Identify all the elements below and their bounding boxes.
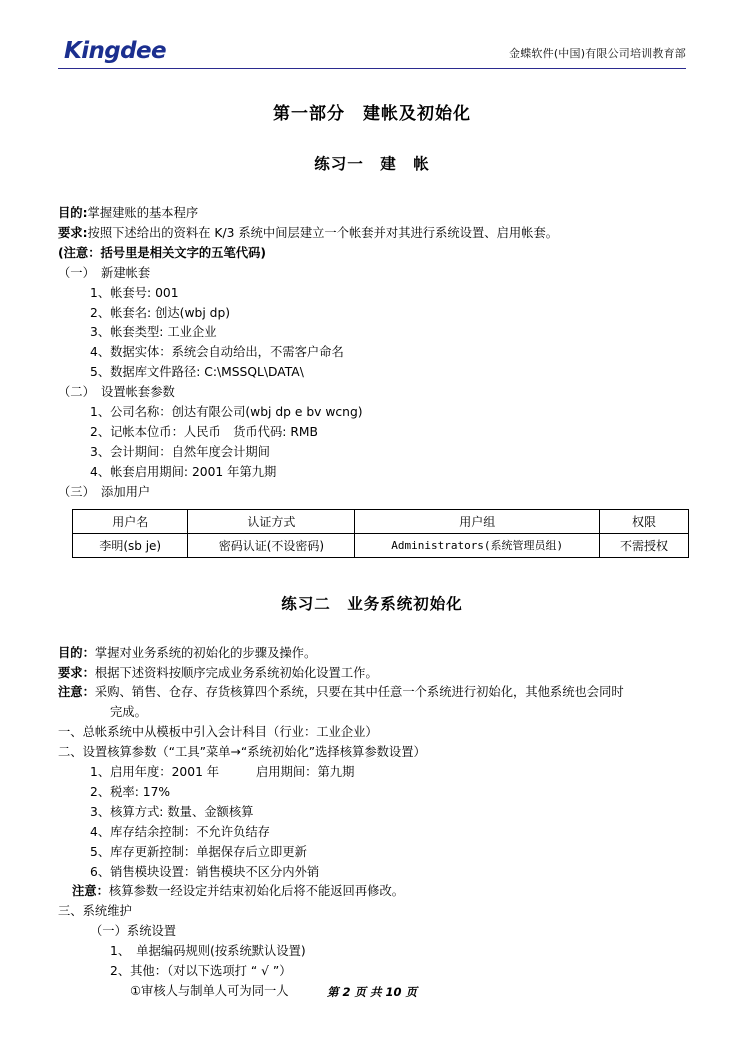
- table-cell-permission: 不需授权: [600, 533, 689, 557]
- group-one-item: 1、帐套号: 001: [90, 285, 179, 300]
- notice-label: 注意：: [58, 685, 95, 700]
- section-two-note-label: 注意：: [72, 884, 109, 899]
- section-two-note-text: 核算参数一经设定并结束初始化后将不能返回再修改。: [108, 884, 405, 899]
- group-one-item: 4、数据实体：系统会自动给出，不需客户命名: [90, 345, 344, 360]
- page-footer: 第 2 页 共 10 页: [326, 985, 418, 999]
- requirement-text-2: 根据下述资料按顺序完成业务系统初始化设置工作。: [94, 665, 378, 680]
- purpose-label-2: 目的：: [58, 645, 95, 660]
- section-two-note-line: [58, 882, 686, 902]
- section-two-sub-item: 3、核算方式: 数量、金额核算: [90, 804, 254, 819]
- document-header: [58, 40, 686, 69]
- notice-text-cont: 完成。: [110, 705, 147, 720]
- purpose-line: [58, 204, 686, 224]
- notice-text: 采购、销售、仓存、存货核算四个系统，只要在其中任意一个系统进行初始化，其他系统也会同时: [94, 685, 624, 700]
- group-one-item: 5、数据库文件路径: C:\MSSQL\DATA\: [90, 365, 304, 380]
- section-two-sub-item: 6、销售模块设置：销售模块不区分内外销: [90, 864, 320, 879]
- section-two-item-1: 一、总帐系统中从模板中引入会计科目（行业：工业企业）: [58, 725, 378, 740]
- purpose-text-2: 掌握对业务系统的初始化的步骤及操作。: [94, 645, 317, 660]
- requirement-line-2: [58, 664, 686, 684]
- section-two-sub-item: 4、库存结余控制：不允许负结存: [90, 824, 270, 839]
- section-two-sub-item: 2、税率: 17%: [90, 784, 171, 799]
- table-cell-username: 李明(sb je): [73, 533, 188, 557]
- group-one-item: 3、帐套类型: 工业企业: [90, 325, 217, 340]
- section-two-item-3-sub: （一）系统设置: [90, 924, 177, 939]
- page-title: 第一部分 建帐及初始化: [273, 104, 471, 124]
- table-header-cell: 认证方式: [188, 509, 355, 533]
- table-header-cell: 用户名: [73, 509, 188, 533]
- requirement-label: 要求:: [58, 225, 88, 240]
- group-two-title: （二） 设置帐套参数: [58, 385, 175, 400]
- table-cell-auth: 密码认证(不设密码): [188, 533, 355, 557]
- table-row: [73, 533, 689, 557]
- header-company-text: 金蝶软件(中国)有限公司培训教育部: [509, 47, 686, 60]
- table-cell-group: Administrators(系统管理员组): [355, 533, 600, 557]
- requirement-line: [58, 224, 686, 244]
- purpose-text: 掌握建账的基本程序: [87, 206, 199, 220]
- group-two-item: 3、会计期间：自然年度会计期间: [90, 444, 270, 459]
- section-two-item-3-detail: 1、 单据编码规则(按系统默认设置): [110, 944, 306, 959]
- purpose-line-2: [58, 644, 686, 664]
- requirement-text: 按照下述给出的资料在 K/3 系统中间层建立一个帐套并对其进行系统设置、启用帐套。: [87, 225, 559, 240]
- table-header-cell: 权限: [600, 509, 689, 533]
- exercise-one-title: 练习一 建 帐: [314, 155, 430, 173]
- group-three-title: （三） 添加用户: [58, 484, 151, 499]
- group-one-title: （一） 新建帐套: [58, 265, 151, 280]
- group-two-item: 2、记帐本位币：人民币 货币代码: RMB: [90, 424, 318, 439]
- exercise-two-title: 练习二 业务系统初始化: [281, 594, 463, 613]
- section-one-body: [58, 204, 686, 503]
- group-one-item: 2、帐套名: 创达(wbj dp): [90, 305, 231, 320]
- section-two-item-3-detail: ①审核人与制单人可为同一人: [130, 984, 289, 998]
- group-two-item: 4、帐套启用期间: 2001 年第九期: [90, 464, 277, 479]
- note-line: (注意：括号里是相关文字的五笔代码): [58, 245, 266, 260]
- notice-line: [58, 683, 686, 703]
- table-header-cell: 用户组: [355, 509, 600, 533]
- group-two-item: 1、公司名称：创达有限公司(wbj dp e bv wcng): [90, 405, 363, 420]
- section-two-body: [58, 644, 686, 1002]
- user-table: [72, 509, 689, 558]
- section-two-item-2: 二、设置核算参数（“工具”菜单→“系统初始化”选择核算参数设置）: [58, 745, 426, 760]
- purpose-label: 目的:: [58, 206, 88, 220]
- section-two-sub-item: 5、库存更新控制：单据保存后立即更新: [90, 844, 307, 859]
- section-two-item-3: 三、系统维护: [58, 904, 132, 919]
- section-two-item-3-detail: 2、其他：（对以下选项打 “ √ ”）: [110, 964, 292, 979]
- kingdee-logo: Kingdee: [64, 38, 167, 64]
- requirement-label-2: 要求：: [58, 665, 95, 680]
- section-two-sub-item: 1、启用年度：2001 年 启用期间：第九期: [90, 765, 355, 780]
- table-header-row: [73, 509, 689, 533]
